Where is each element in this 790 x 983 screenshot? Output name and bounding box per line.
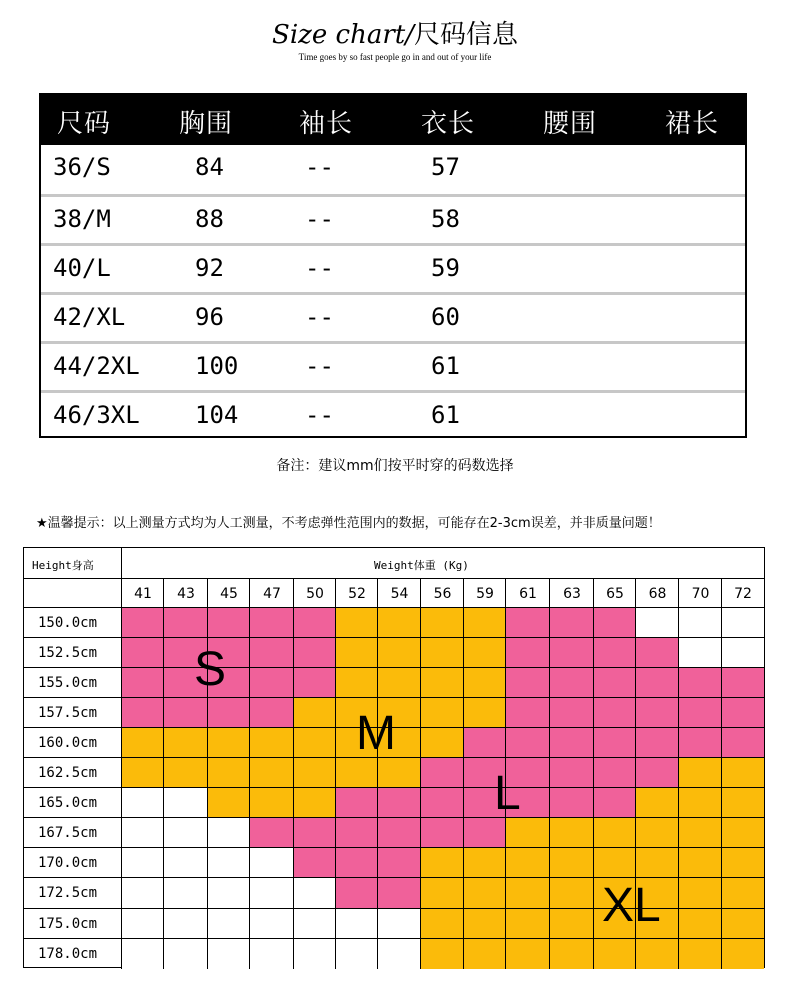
- zone-label-m: M: [356, 707, 396, 760]
- size-zone-cell: [506, 848, 550, 878]
- size-zone-cell: [378, 818, 421, 848]
- size-row: [41, 341, 745, 390]
- height-label: 160.0cm: [38, 735, 98, 751]
- size-zone-cell: [336, 608, 378, 638]
- size-zone-cell: [722, 608, 764, 638]
- size-zone-cell: [550, 939, 594, 969]
- size-zone-cell: [250, 758, 294, 788]
- height-label: 175.0cm: [38, 916, 98, 932]
- size-zone-cell: [636, 638, 679, 668]
- size-zone-cell: [421, 758, 464, 788]
- size-cell: 44/2XL: [53, 352, 140, 380]
- size-zone-cell: [679, 608, 722, 638]
- size-zone-cell: [679, 638, 722, 668]
- size-zone-cell: [464, 728, 506, 758]
- size-zone-cell: [250, 608, 294, 638]
- size-zone-cell: [594, 788, 636, 818]
- size-zone-cell: [122, 728, 164, 758]
- size-zone-cell: [294, 608, 336, 638]
- size-zone-cell: [164, 758, 208, 788]
- corner-cell: [24, 579, 122, 608]
- size-zone-cell: [208, 608, 250, 638]
- size-zone-cell: [594, 638, 636, 668]
- size-zone-cell: [250, 878, 294, 909]
- col-sleeve: 袖长: [299, 109, 354, 139]
- height-label: 167.5cm: [38, 825, 98, 841]
- size-zone-cell: [421, 638, 464, 668]
- size-row: [41, 390, 745, 439]
- size-zone-cell: [336, 788, 378, 818]
- size-zone-cell: [294, 758, 336, 788]
- size-zone-cell: [464, 668, 506, 698]
- size-zone-cell: [464, 848, 506, 878]
- size-zone-cell: [679, 698, 722, 728]
- size-zone-cell: [594, 758, 636, 788]
- size-zone-cell: [250, 698, 294, 728]
- size-zone-cell: [378, 878, 421, 909]
- size-zone-cell: [208, 878, 250, 909]
- size-zone-cell: [378, 788, 421, 818]
- size-cell: --: [305, 205, 334, 233]
- size-zone-cell: [164, 878, 208, 909]
- size-zone-cell: [550, 909, 594, 939]
- note-text: 备注：建议mm们按平时穿的码数选择: [276, 458, 514, 474]
- height-label: 162.5cm: [38, 765, 98, 781]
- size-zone-cell: [679, 939, 722, 969]
- size-zone-cell: [506, 878, 550, 909]
- weight-label: 70: [691, 586, 710, 602]
- size-zone-cell: [164, 909, 208, 939]
- height-label: 155.0cm: [38, 675, 98, 691]
- size-zone-cell: [250, 728, 294, 758]
- size-cell: 92: [195, 254, 224, 282]
- size-zone-cell: [722, 668, 764, 698]
- col-bust: 胸围: [179, 109, 234, 139]
- col-waist: 腰围: [543, 109, 598, 139]
- col-size: 尺码: [57, 109, 112, 139]
- zone-label-xl: XL: [602, 879, 661, 932]
- size-zone-cell: [336, 878, 378, 909]
- weight-label: 50: [306, 586, 324, 602]
- size-zone-cell: [550, 848, 594, 878]
- size-zone-cell: [250, 909, 294, 939]
- size-zone-cell: [122, 878, 164, 909]
- size-zone-cell: [421, 668, 464, 698]
- weight-label: 59: [476, 586, 494, 602]
- size-zone-cell: [464, 878, 506, 909]
- size-zone-cell: [679, 909, 722, 939]
- size-zone-cell: [550, 788, 594, 818]
- weight-label: 65: [606, 586, 624, 602]
- size-zone-cell: [164, 848, 208, 878]
- size-zone-cell: [550, 878, 594, 909]
- size-zone-cell: [464, 638, 506, 668]
- size-zone-cell: [550, 608, 594, 638]
- height-label: 152.5cm: [38, 645, 98, 661]
- size-zone-cell: [336, 758, 378, 788]
- size-zone-cell: [122, 939, 164, 969]
- size-zone-cell: [378, 668, 421, 698]
- size-zone-cell: [421, 728, 464, 758]
- title-cn: 尺码信息: [413, 20, 518, 50]
- size-zone-cell: [122, 608, 164, 638]
- size-zone-cell: [208, 698, 250, 728]
- warning-text: ★温馨提示：以上测量方式均为人工测量，不考虑弹性范围内的数据，可能存在2-3cm误差，并非质量问题！: [36, 516, 661, 531]
- size-zone-cell: [208, 939, 250, 969]
- size-zone-cell: [122, 638, 164, 668]
- size-zone-cell: [208, 758, 250, 788]
- size-zone-cell: [421, 608, 464, 638]
- size-zone-cell: [336, 818, 378, 848]
- size-zone-cell: [208, 848, 250, 878]
- size-zone-cell: [722, 788, 764, 818]
- size-zone-cell: [722, 638, 764, 668]
- size-zone-cell: [679, 758, 722, 788]
- size-cell: 84: [195, 153, 224, 181]
- size-cell: 40/L: [53, 254, 111, 282]
- size-zone-cell: [594, 848, 636, 878]
- size-zone-cell: [679, 818, 722, 848]
- size-cell: 59: [431, 254, 460, 282]
- size-zone-cell: [378, 638, 421, 668]
- height-header: Height身高: [32, 559, 94, 572]
- size-zone-cell: [122, 788, 164, 818]
- size-cell: 104: [195, 401, 239, 429]
- size-zone-cell: [464, 818, 506, 848]
- size-zone-cell: [679, 878, 722, 909]
- height-label: 165.0cm: [38, 795, 98, 811]
- size-zone-cell: [208, 728, 250, 758]
- size-cell: --: [305, 401, 334, 429]
- height-label: 172.5cm: [38, 885, 98, 901]
- zone-label-l: L: [494, 767, 521, 820]
- size-zone-cell: [294, 939, 336, 969]
- title-en: Size chart/: [272, 20, 414, 50]
- size-zone-cell: [636, 758, 679, 788]
- size-zone-cell: [122, 698, 164, 728]
- weight-height-grid: [23, 547, 765, 968]
- weight-header: Weight体重 (Kg): [374, 559, 469, 572]
- size-zone-cell: [550, 668, 594, 698]
- size-zone-cell: [336, 909, 378, 939]
- size-cell: 36/S: [53, 153, 111, 181]
- size-zone-cell: [636, 848, 679, 878]
- size-zone-cell: [636, 818, 679, 848]
- size-zone-cell: [421, 698, 464, 728]
- size-zone-cell: [122, 909, 164, 939]
- size-zone-cell: [294, 668, 336, 698]
- size-zone-cell: [464, 939, 506, 969]
- size-zone-cell: [294, 638, 336, 668]
- size-row: [41, 292, 745, 341]
- size-zone-cell: [164, 788, 208, 818]
- zone-label-s: S: [194, 643, 227, 696]
- size-zone-cell: [506, 698, 550, 728]
- size-zone-cell: [164, 698, 208, 728]
- size-zone-cell: [250, 788, 294, 818]
- size-zone-cell: [336, 848, 378, 878]
- size-zone-cell: [679, 728, 722, 758]
- size-zone-cell: [594, 939, 636, 969]
- weight-label: 61: [519, 586, 537, 602]
- size-zone-cell: [294, 818, 336, 848]
- weight-label: 41: [134, 586, 152, 602]
- size-zone-cell: [506, 728, 550, 758]
- size-zone-cell: [464, 909, 506, 939]
- size-zone-cell: [378, 758, 421, 788]
- weight-label: 56: [433, 586, 452, 602]
- page-title: [0, 14, 790, 51]
- size-zone-cell: [722, 848, 764, 878]
- size-zone-cell: [679, 848, 722, 878]
- weight-label: 47: [263, 586, 281, 602]
- height-label: 150.0cm: [38, 615, 98, 631]
- height-label: 157.5cm: [38, 705, 98, 721]
- size-zone-cell: [506, 608, 550, 638]
- size-cell: 100: [195, 352, 239, 380]
- size-zone-cell: [421, 909, 464, 939]
- weight-label: 52: [348, 586, 366, 602]
- size-zone-cell: [722, 758, 764, 788]
- height-label: 170.0cm: [38, 855, 98, 871]
- size-zone-cell: [378, 848, 421, 878]
- size-cell: 38/M: [53, 205, 111, 233]
- size-zone-cell: [208, 788, 250, 818]
- size-zone-cell: [506, 638, 550, 668]
- size-zone-cell: [164, 818, 208, 848]
- size-zone-cell: [122, 818, 164, 848]
- size-zone-cell: [122, 668, 164, 698]
- weight-label: 68: [648, 586, 667, 602]
- size-zone-cell: [722, 818, 764, 848]
- weight-label: 45: [220, 586, 238, 602]
- size-zone-cell: [550, 638, 594, 668]
- size-zone-cell: [464, 608, 506, 638]
- size-zone-cell: [336, 638, 378, 668]
- size-zone-cell: [294, 848, 336, 878]
- weight-label: 43: [177, 586, 195, 602]
- size-zone-cell: [421, 818, 464, 848]
- size-zone-cell: [250, 848, 294, 878]
- size-cell: 61: [431, 352, 460, 380]
- size-zone-cell: [636, 788, 679, 818]
- size-cell: 57: [431, 153, 460, 181]
- size-cell: 46/3XL: [53, 401, 140, 429]
- size-zone-cell: [208, 818, 250, 848]
- size-table-header: [41, 95, 745, 145]
- size-cell: --: [305, 303, 334, 331]
- size-zone-cell: [378, 909, 421, 939]
- size-table: [39, 93, 747, 438]
- size-zone-cell: [636, 698, 679, 728]
- size-zone-cell: [164, 728, 208, 758]
- size-zone-cell: [336, 668, 378, 698]
- size-zone-cell: [594, 668, 636, 698]
- size-row: [41, 194, 745, 243]
- page-subtitle: Time goes by so fast people go in and out of your life: [298, 52, 492, 62]
- size-zone-cell: [722, 728, 764, 758]
- size-zone-cell: [122, 758, 164, 788]
- size-zone-cell: [421, 939, 464, 969]
- size-zone-cell: [636, 608, 679, 638]
- size-zone-cell: [679, 788, 722, 818]
- size-cell: --: [305, 352, 334, 380]
- size-zone-cell: [636, 668, 679, 698]
- size-cell: 88: [195, 205, 224, 233]
- size-cell: --: [305, 254, 334, 282]
- size-zone-cell: [506, 668, 550, 698]
- size-zone-cell: [421, 848, 464, 878]
- size-zone-cell: [164, 939, 208, 969]
- size-zone-cell: [294, 788, 336, 818]
- size-zone-cell: [506, 818, 550, 848]
- size-cell: 58: [431, 205, 460, 233]
- size-zone-cell: [594, 698, 636, 728]
- size-zone-cell: [464, 698, 506, 728]
- height-label: 178.0cm: [38, 946, 98, 962]
- size-zone-cell: [636, 939, 679, 969]
- size-zone-cell: [122, 848, 164, 878]
- size-zone-cell: [550, 758, 594, 788]
- size-cell: 60: [431, 303, 460, 331]
- size-zone-cell: [378, 608, 421, 638]
- col-length: 衣长: [421, 109, 476, 139]
- size-zone-cell: [378, 939, 421, 969]
- size-zone-cell: [294, 698, 336, 728]
- size-zone-cell: [250, 939, 294, 969]
- size-cell: 96: [195, 303, 224, 331]
- size-zone-cell: [550, 728, 594, 758]
- col-skirt: 裙长: [665, 109, 720, 139]
- size-row: [41, 243, 745, 292]
- weight-label: 63: [563, 586, 581, 602]
- size-zone-cell: [722, 878, 764, 909]
- size-zone-cell: [506, 939, 550, 969]
- size-cell: 42/XL: [53, 303, 126, 331]
- size-zone-cell: [294, 878, 336, 909]
- size-row: [41, 145, 745, 194]
- size-zone-cell: [250, 668, 294, 698]
- size-zone-cell: [722, 698, 764, 728]
- size-zone-cell: [594, 608, 636, 638]
- size-zone-cell: [722, 909, 764, 939]
- size-zone-cell: [506, 909, 550, 939]
- size-zone-cell: [550, 818, 594, 848]
- size-zone-cell: [636, 728, 679, 758]
- size-zone-cell: [164, 608, 208, 638]
- size-zone-cell: [294, 728, 336, 758]
- size-zone-cell: [722, 939, 764, 969]
- size-zone-cell: [679, 668, 722, 698]
- size-zone-cell: [550, 698, 594, 728]
- weight-label: 54: [390, 586, 409, 602]
- size-cell: 61: [431, 401, 460, 429]
- size-zone-cell: [594, 728, 636, 758]
- size-zone-cell: [294, 909, 336, 939]
- size-zone-cell: [421, 878, 464, 909]
- size-zone-cell: [594, 818, 636, 848]
- size-zone-cell: [336, 939, 378, 969]
- size-zone-cell: [421, 788, 464, 818]
- size-cell: --: [305, 153, 334, 181]
- size-zone-cell: [250, 818, 294, 848]
- size-zone-cell: [250, 638, 294, 668]
- size-zone-cell: [208, 909, 250, 939]
- weight-label: 72: [734, 586, 752, 602]
